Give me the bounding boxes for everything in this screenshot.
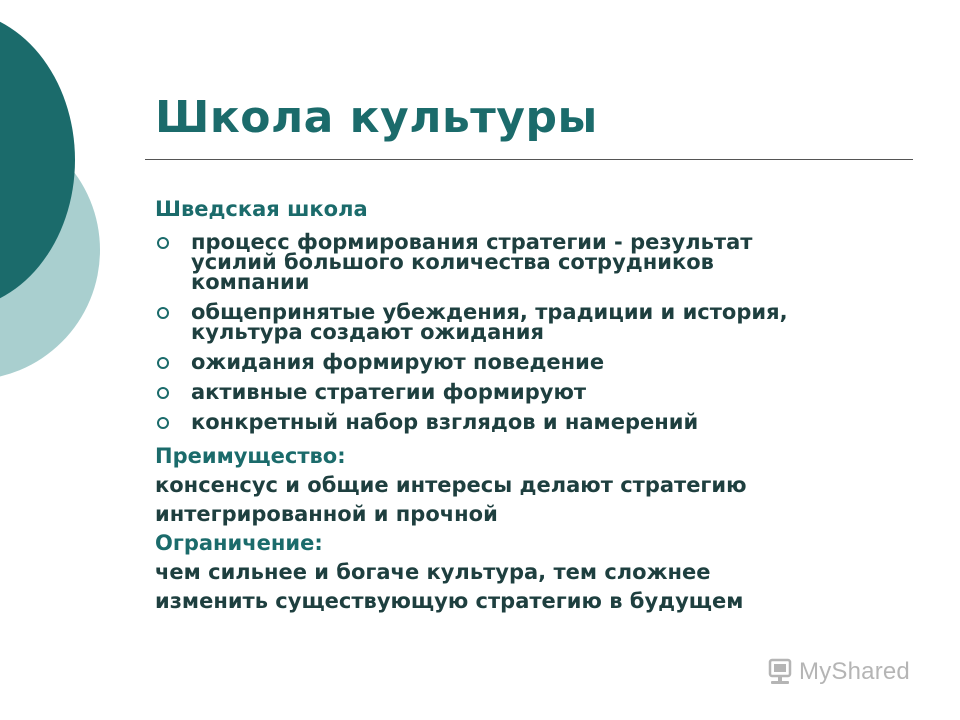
title-divider	[145, 159, 913, 160]
bullet-item	[155, 382, 915, 402]
limitation-line: чем сильнее и богаче культура, тем сложнее	[155, 560, 711, 584]
watermark-text: MyShared	[799, 658, 910, 685]
bullet-ring-icon	[157, 387, 169, 399]
advantage-heading: Преимущество:	[155, 444, 346, 468]
bullet-text: ожидания формируют поведение	[191, 350, 605, 374]
bullet-ring-icon	[157, 307, 169, 319]
slide-title: Школа культуры	[155, 92, 598, 143]
bullet-item	[155, 412, 915, 432]
bullet-ring-icon	[157, 417, 169, 429]
bullet-text: общепринятые убеждения, традиции и история, культура создают ожидания	[191, 300, 788, 344]
section-subtitle: Шведская школа	[155, 197, 368, 221]
advantage-line: интегрированной и прочной	[155, 502, 498, 526]
watermark-logo[interactable]	[767, 658, 910, 686]
bullet-text: конкретный набор взглядов и намерений	[191, 410, 699, 434]
advantage-line: консенсус и общие интересы делают стратегию	[155, 473, 747, 497]
limitation-heading: Ограничение:	[155, 531, 323, 555]
limitation-line: изменить существующую стратегию в будущем	[155, 589, 744, 613]
bullet-ring-icon	[157, 237, 169, 249]
bullet-item	[155, 302, 915, 342]
bullet-item	[155, 352, 915, 372]
bullet-text: активные стратегии формируют	[191, 380, 587, 404]
bullet-item	[155, 232, 915, 292]
bullet-ring-icon	[157, 357, 169, 369]
bullet-text: процесс формирования стратегии - результат усилий большого количества сотрудников компании	[191, 230, 753, 294]
slide-body	[155, 195, 915, 616]
myshared-logo-icon	[767, 658, 793, 686]
